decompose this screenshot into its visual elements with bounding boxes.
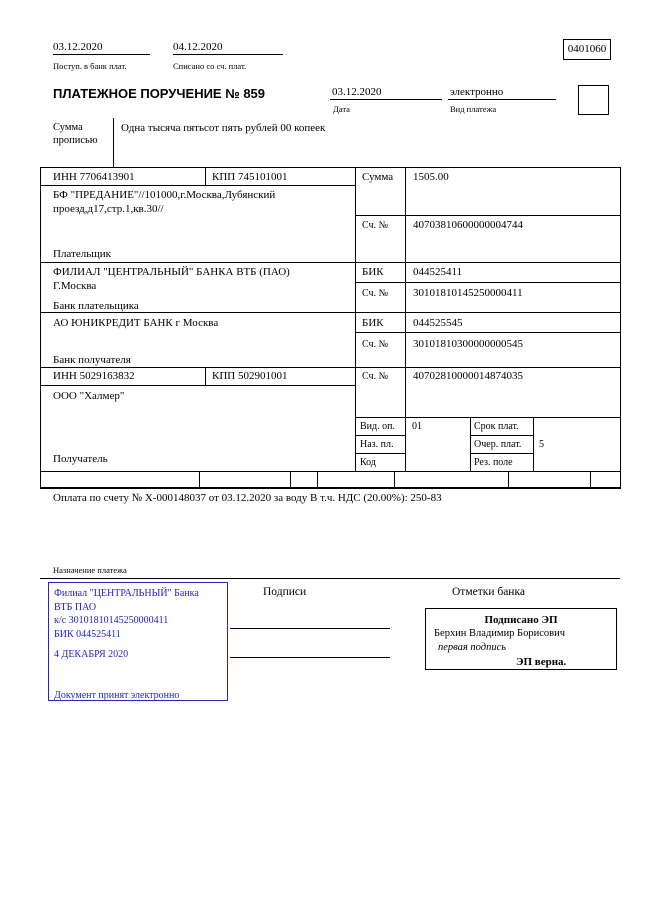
table-border-line [470,435,533,436]
tax-row-divider [290,471,291,487]
payer-label: Плательщик [53,248,111,260]
payment-purpose-code-label: Наз. пл. [360,439,394,450]
amount-words-label: Сумма прописью [53,122,98,146]
reserve-field-label: Рез. поле [474,457,513,468]
table-border-line [620,167,621,489]
table-border-line [355,332,620,333]
recipient-account-value: 40702810000014874035 [413,370,523,382]
tax-row-divider [508,471,509,487]
stamp-date: 4 ДЕКАБРЯ 2020 [54,649,129,660]
operation-type-label: Вид. оп. [360,421,395,432]
payer-bank-account-label: Сч. № [362,288,389,299]
recipient-bank-bik-label: БИК [362,317,384,329]
stamp-footer: Документ принят электронно [54,689,180,701]
table-border-line [205,367,206,385]
table-border-line [355,167,356,471]
payer-bank-account-value: 30101810145250000411 [413,287,523,299]
recipient-account-label: Сч. № [362,371,389,382]
recipient-label: Получатель [53,453,108,465]
recipient-bank-bik-value: 044525545 [413,317,463,329]
payment-purpose-text: Оплата по счету № Х-000148037 от 03.12.2020 за воду В т.ч. НДС (20.00%): 250-83 [53,492,442,504]
document-title: ПЛАТЕЖНОЕ ПОРУЧЕНИЕ № 859 [53,86,266,101]
table-border-line [40,185,355,186]
date-label: Дата [333,104,350,114]
signer-name: Берхин Владимир Борисович [434,628,565,639]
payer-bank-name: ФИЛИАЛ "ЦЕНТРАЛЬНЫЙ" БАНКА ВТБ (ПАО) Г.Москва [53,266,290,292]
stamp-bank-name-line2: ВТБ ПАО [54,601,97,613]
tax-row-divider [317,471,318,487]
table-border-line [40,385,355,386]
signatures-header: Подписи [263,586,307,598]
divider-line [113,118,114,167]
payer-bank-bik-label: БИК [362,266,384,278]
tax-row-divider [394,471,395,487]
amount-value: 1505.00 [413,171,449,183]
amount-label: Сумма [362,171,394,183]
date-field [330,85,442,100]
electronic-signature-box [425,608,617,670]
payer-inn: ИНН 7706413901 [53,171,135,183]
payment-kind-label: Вид платежа [450,104,497,114]
form-code: 0401060 [567,43,607,55]
stamp-bank-name-line1: Филиал "ЦЕНТРАЛЬНЫЙ" Банка [54,588,199,599]
payer-bank-bik-value: 044525411 [413,266,463,278]
ep-verified-text: ЭП верна. [516,656,567,668]
stamp-spacer [54,662,227,689]
tax-row-divider [590,471,591,487]
recipient-name: ООО "Халмер" [53,390,125,402]
table-border-line [40,167,41,489]
section-divider-line [40,578,620,579]
tax-row-divider [199,471,200,487]
amount-words-value: Одна тысяча пятьсот пять рублей 00 копеек [121,122,326,134]
table-border-line [40,262,620,263]
priority-value: 5 [539,439,544,450]
due-date-label: Срок плат. [474,421,519,432]
stamp-corr-account: к/с 30101810145250000411 [54,615,169,626]
table-border-line [470,453,533,454]
table-border-line [40,167,620,168]
recipient-bank-label: Банк получателя [53,354,131,366]
signature-line-1 [230,628,390,629]
table-border-line [205,167,206,185]
recipient-bank-account-label: Сч. № [362,339,389,350]
bank-stamp [48,582,228,701]
table-border-line [533,417,534,471]
received-date: 03.12.2020 [53,41,103,53]
table-border-line [355,435,405,436]
table-border-line [40,367,620,368]
payer-bank-label: Банк плательщика [53,300,139,312]
stamp-bik: БИК 044525411 [54,628,121,640]
table-border-line [40,487,620,489]
stamp-spacer [54,641,227,648]
code-label: Код [360,457,376,468]
operation-type-value: 01 [412,421,422,432]
received-date-label: Поступ. в банк плат. [53,61,127,71]
signature-type: первая подпись [438,642,507,653]
payer-account-value: 40703810600000004744 [413,219,523,231]
payer-kpp: КПП 745101001 [212,171,288,183]
recipient-inn: ИНН 5029163832 [53,370,135,382]
table-border-line [355,282,620,283]
date-value: 03.12.2020 [332,86,382,98]
priority-label: Очер. плат. [474,439,522,450]
recipient-bank-name: АО ЮНИКРЕДИТ БАНК г Москва [53,317,219,329]
signed-ep-title: Подписано ЭП [484,614,558,626]
table-border-line [355,215,620,216]
signature-line-2 [230,657,390,658]
debited-date-label: Списано со сч. плат. [173,61,247,71]
form-code-box [563,39,611,60]
debited-date: 04.12.2020 [173,41,223,53]
bank-marks-header: Отметки банка [452,586,525,598]
payment-purpose-label: Назначение платежа [53,565,127,575]
table-border-line [40,471,620,472]
debited-date-field [173,40,283,55]
recipient-bank-account-value: 30101810300000000545 [413,338,523,350]
table-border-line [470,417,471,471]
payer-account-label: Сч. № [362,220,389,231]
table-border-line [355,417,620,418]
received-date-field [53,40,150,55]
payment-kind-value: электронно [450,86,504,98]
table-border-line [405,167,406,471]
payment-kind-field [448,85,556,100]
priority-checkbox [578,85,609,115]
table-border-line [355,453,405,454]
recipient-kpp: КПП 502901001 [212,370,288,382]
payer-name: БФ "ПРЕДАНИЕ"//101000,г.Москва,Лубянский проезд,д17,стр.1,кв.30// [53,189,276,215]
